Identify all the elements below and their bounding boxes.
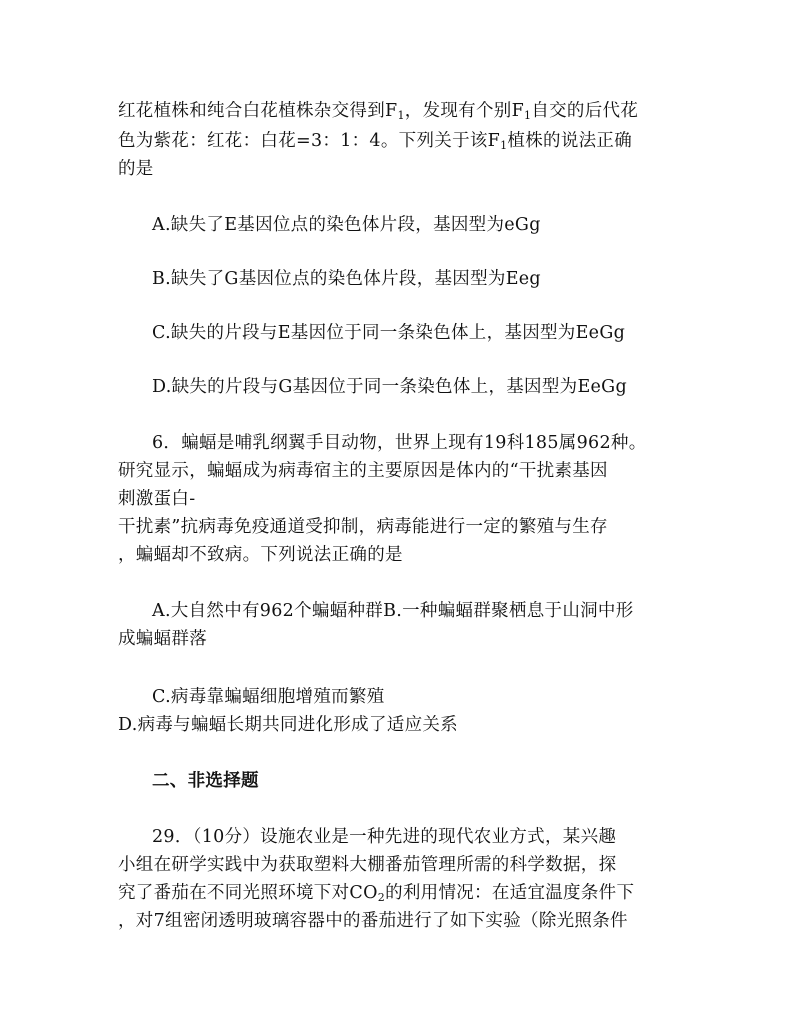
q6-stem-line-3: 刺激蛋白- [118, 489, 196, 509]
q5-option-a: A.缺失了E基因位点的染色体片段，基因型为eGg [152, 215, 541, 235]
q29-stem-line-1: 29．（10分）设施农业是一种先进的现代农业方式，某兴趣 [152, 827, 617, 847]
section-heading: 二、非选择题 [152, 771, 259, 791]
q6-stem-line-5: ，蝙蝠却不致病。下列说法正确的是 [118, 545, 403, 565]
q5-stem-line-3: 的是 [118, 159, 154, 179]
q29-stem-line-4: ，对7组密闭透明玻璃容器中的番茄进行了如下实验（除光照条件 [118, 911, 628, 931]
q29-stem-line-2: 小组在研学实践中为获取塑料大棚番茄管理所需的科学数据，探 [118, 855, 617, 875]
q5-option-c: C.缺失的片段与E基因位于同一条染色体上，基因型为EeGg [152, 323, 626, 343]
q6-stem-line-4: 干扰素”抗病毒免疫通道受抑制，病毒能进行一定的繁殖与生存 [118, 517, 608, 537]
q5-option-b: B.缺失了G基因位点的染色体片段，基因型为Eeg [152, 269, 541, 289]
q5-stem-line-2: 色为紫花：红花：白花=3：1：4。下列关于该$F_1$植株的说法正确 [118, 131, 633, 152]
q5-stem-line-1: 红花植株和纯合白花植株杂交得到$F_1$，发现有个别$F_1$自交的后代花 [118, 101, 639, 122]
q6-option-d: D.病毒与蝙蝠长期共同进化形成了适应关系 [118, 715, 458, 735]
q6-stem-line-1: 6．蝙蝠是哺乳纲翼手目动物，世界上现有19科185属962种。 [152, 433, 647, 453]
q29-stem-line-3: 究了番茄在不同光照环境下对$CO_2$的利用情况：在适宜温度条件下 [118, 883, 635, 904]
q5-option-d: D.缺失的片段与G基因位于同一条染色体上，基因型为EeGg [152, 377, 627, 397]
q6-stem-line-2: 研究显示，蝙蝠成为病毒宿主的主要原因是体内的“干扰素基因 [118, 461, 608, 481]
q6-options-ab-line-1: A.大自然中有962个蝙蝠种群B.一种蝙蝠群聚栖息于山洞中形 [152, 601, 634, 621]
q6-options-ab-line-2: 成蝙蝠群落 [118, 629, 207, 649]
q6-option-c: C.病毒靠蝙蝠细胞增殖而繁殖 [152, 687, 385, 707]
